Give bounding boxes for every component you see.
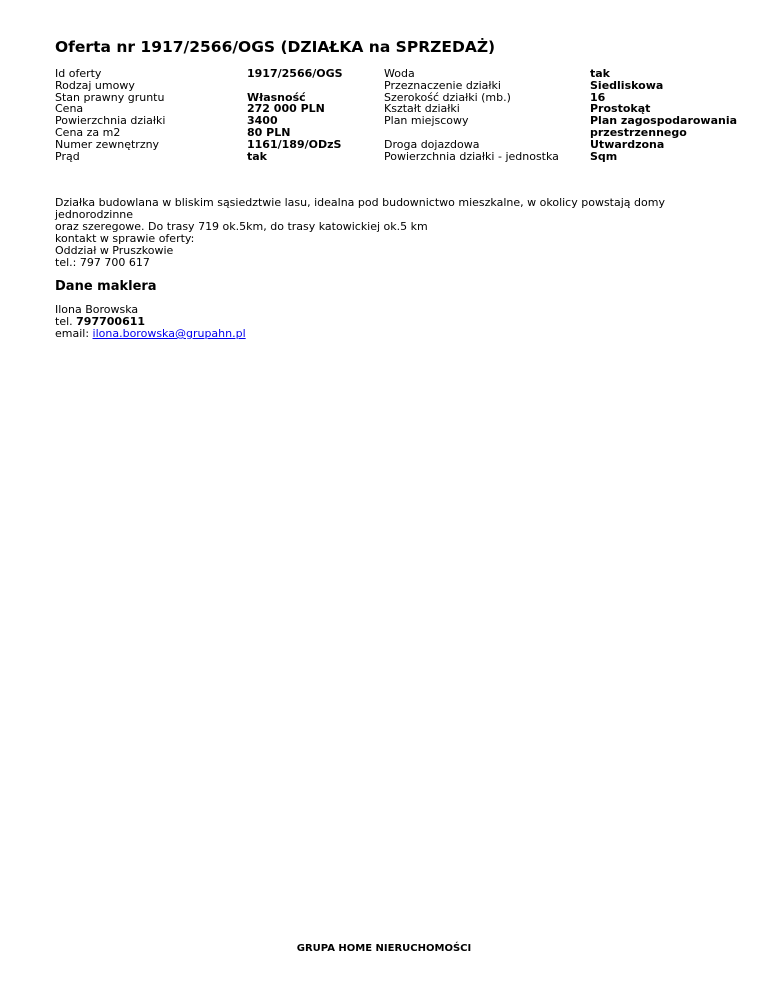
label-szerokosc: Szerokość działki (mb.) — [384, 90, 511, 104]
label-plan-miejscowy: Plan miejscowy — [384, 114, 469, 128]
broker-phone-label: tel. — [55, 315, 77, 328]
description-line-2: oraz szeregowe. Do trasy 719 ok.5km, do trasy katowickiej ok.5 km — [55, 220, 428, 233]
contact-branch: Oddział w Pruszkowie — [55, 244, 174, 257]
details-labels-left — [55, 68, 165, 162]
broker-heading: Dane maklera — [55, 279, 157, 294]
value-cena: 272 000 PLN — [247, 102, 325, 116]
broker-email-label: email: — [55, 327, 93, 340]
value-id-oferty: 1917/2566/OGS — [247, 67, 343, 80]
label-id-oferty: Id oferty — [55, 67, 102, 80]
value-numer-zewnetrzny: 1161/189/ODzS — [247, 137, 342, 151]
label-numer-zewnetrzny: Numer zewnętrzny — [55, 137, 160, 151]
contact-intro: kontakt w sprawie oferty: — [55, 232, 195, 245]
value-szerokosc: 16 — [590, 90, 606, 104]
details-labels-right — [384, 68, 559, 162]
value-ksztalt: Prostokąt — [590, 102, 651, 116]
value-plan-miejscowy-cont: przestrzennego — [590, 125, 687, 139]
contact-phone: tel.: 797 700 617 — [55, 256, 150, 269]
label-powierzchnia-jednostka: Powierzchnia działki - jednostka — [384, 149, 559, 163]
value-przeznaczenie: Siedliskowa — [590, 78, 664, 92]
label-cena-za-m2: Cena za m2 — [55, 125, 121, 139]
value-rodzaj-umowy — [247, 80, 343, 92]
label-blank — [384, 127, 559, 139]
label-cena: Cena — [55, 102, 84, 116]
value-powierzchnia-jednostka: Sqm — [590, 149, 618, 163]
label-woda: Woda — [384, 67, 415, 80]
offer-description — [55, 197, 725, 233]
broker-phone: 797700611 — [76, 315, 146, 328]
value-prad: tak — [247, 149, 267, 163]
label-stan-prawny: Stan prawny gruntu — [55, 90, 165, 104]
value-powierzchnia: 3400 — [247, 114, 278, 128]
description-line-1: Działka budowlana w bliskim sąsiedztwie lasu, idealna pod budownictwo mieszkalne, w okolicy powstają domy jednorodzinne — [55, 196, 665, 221]
label-ksztalt: Kształt działki — [384, 102, 460, 116]
value-woda: tak — [590, 67, 610, 80]
page-title: Oferta nr 1917/2566/OGS (DZIAŁKA na SPRZEDAŻ) — [55, 38, 496, 56]
value-plan-miejscowy: Plan zagospodarowania — [590, 114, 738, 128]
details-values-right — [590, 68, 737, 162]
label-powierzchnia: Powierzchnia działki — [55, 114, 166, 128]
broker-block — [55, 304, 246, 340]
details-values-left — [247, 68, 343, 162]
broker-email-link[interactable]: ilona.borowska@grupahn.pl — [92, 327, 246, 340]
value-stan-prawny: Własność — [247, 90, 306, 104]
label-przeznaczenie: Przeznaczenie działki — [384, 78, 501, 92]
contact-block — [55, 233, 194, 269]
broker-name: Ilona Borowska — [55, 303, 139, 316]
value-droga-dojazdowa: Utwardzona — [590, 137, 665, 151]
value-cena-za-m2: 80 PLN — [247, 125, 291, 139]
label-droga-dojazdowa: Droga dojazdowa — [384, 137, 480, 151]
label-prad: Prąd — [55, 149, 80, 163]
label-rodzaj-umowy: Rodzaj umowy — [55, 78, 135, 92]
footer-company-name: GRUPA HOME NIERUCHOMOŚCI — [296, 943, 472, 954]
